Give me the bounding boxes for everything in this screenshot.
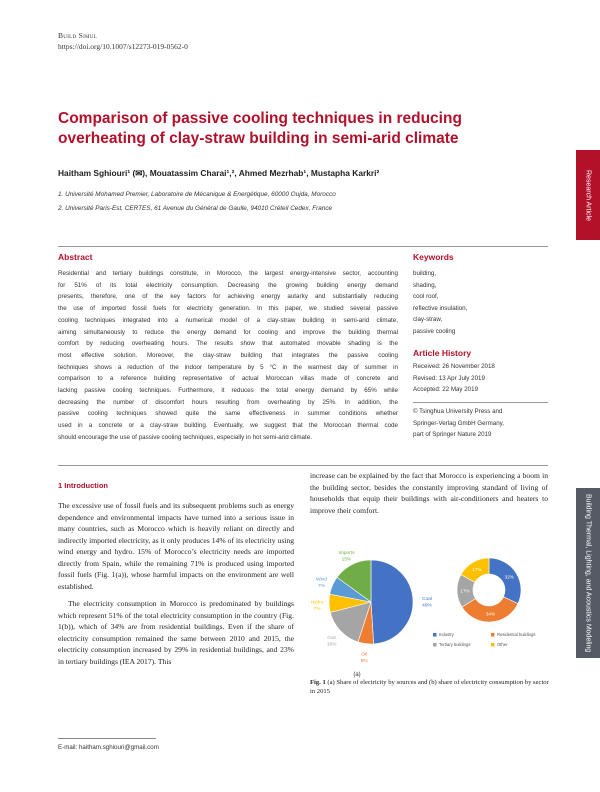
- copyright-line: part of Springer Nature 2019: [413, 431, 492, 439]
- legend-swatch: [433, 633, 437, 637]
- figure-caption-text: (a) Share of electricity by sources and (b) share of electricity consumption by sector in 2015: [310, 679, 549, 696]
- legend-label: Other: [497, 642, 508, 647]
- pie-data-label: 15%: [341, 557, 352, 563]
- legend-swatch: [433, 643, 437, 647]
- pie-data-label: Oil: [361, 652, 368, 658]
- abstract-line: comparison to a reference building representative of actual Moroccan villas made of concrete and: [58, 375, 398, 383]
- divider: [58, 465, 548, 466]
- figure-caption-label: Fig. 1: [310, 679, 326, 686]
- abstract-line: cooling techniques integrated into a numerical model of a clay-straw building in semi-arid climate,: [58, 316, 398, 324]
- keywords-list: [413, 268, 467, 338]
- affiliation-2: 2. Université Paris-Est, CERTES, 61 Avenue du Général de Gaulle, 94010 Créteil Cedex, France: [58, 205, 333, 212]
- pie-data-label: 16%: [326, 642, 337, 648]
- donut-data-label: 17%: [472, 566, 482, 572]
- abstract-text: [58, 268, 398, 444]
- pie-data-label: 7%: [317, 584, 325, 590]
- abstract-line: passive cooling techniques showed quite the same effectiveness in summer conditions whether: [58, 410, 398, 418]
- abstract-line: the use of imported fossil fuels for electricity generation. In this paper, we studied several passive: [58, 305, 398, 313]
- author-list: Haitham Sghiouri¹ (✉), Mouatassim Charai¹,², Ahmed Mezrhab¹, Mustapha Karkri²: [58, 168, 380, 178]
- keyword: building,: [413, 270, 437, 277]
- received-date: Received: 26 November 2018: [413, 363, 495, 370]
- journal-name: Build Simul: [58, 31, 98, 40]
- footnote-rule: [58, 738, 156, 739]
- donut-data-label: 32%: [504, 574, 514, 580]
- legend-swatch: [491, 643, 495, 647]
- corresponding-email: E-mail: haitham.sghiouri@gmail.com: [58, 744, 159, 751]
- pie-data-label: Hydro: [310, 600, 324, 606]
- divider: [58, 246, 548, 247]
- paper-title: Comparison of passive cooling techniques in reducing overheating of clay-straw building in semi-arid climate: [58, 110, 462, 147]
- legend-label: Industry: [439, 632, 454, 637]
- donut-slice: [489, 558, 521, 604]
- donut-chart-consumption-sector: [433, 558, 535, 647]
- pie-slice-coal: [371, 560, 413, 644]
- keywords-heading: Keywords: [413, 252, 454, 262]
- intro-paragraph: The excessive use of fossil fuels and its subsequent problems such as energy dependence and environmental impacts have turned into a serious issue in many countries, such as Morocco which is heavily reliant on directly and indirectly imported electricity, as it only produces 14% of its electricity using wind energy and hydro. 15% of Morocco’s electricity needs are imported directly from Spain, while the remaining 71% is produced using imported fossil fuels (Fig. 1(a)), whose harmful impacts on the environment are well established.: [58, 501, 294, 591]
- copyright-line: Springer-Verlag GmbH Germany,: [413, 419, 505, 427]
- revised-date: Revised: 13 Apr July 2019: [413, 374, 485, 382]
- donut-data-label: 34%: [485, 611, 496, 617]
- copyright-divider: [413, 402, 548, 403]
- intro-paragraph: increase can be explained by the fact that Morocco is experiencing a boom in the building sector, besides the constantly improving standard of living of households that equip their buildings with air-conditioners and heaters to improve their comfort.: [310, 471, 548, 515]
- accepted-date: Accepted: 22 May 2019: [413, 386, 479, 394]
- abstract-line: techniques shows a reduction of the indoor temperature by 5 °C in the warmest day of summer in: [58, 363, 398, 371]
- abstract-line: presents, therefore, one of the key factors for achieving energy autarky and substantially reducing: [58, 293, 398, 301]
- affiliation-1: 1. Université Mohamed Premier, Laboratoire de Mécanique & Energétique, 60000 Oujda, Morocco: [58, 191, 336, 198]
- legend-swatch: [491, 633, 495, 637]
- pie-data-label: Imports: [338, 550, 355, 556]
- donut-data-label: 17%: [460, 588, 470, 594]
- pie-data-label: 7%: [313, 607, 321, 613]
- pie-data-label: 6%: [360, 659, 368, 665]
- keyword: cool roof,: [413, 293, 439, 301]
- abstract-line: aiming simultaneously to reduce the energy demand for cooling and improve the building thermal: [58, 328, 398, 336]
- abstract-line: for 51% of its total electricity consumption. Decreasing the growing building energy demand: [58, 281, 398, 289]
- history-heading: Article History: [413, 348, 472, 358]
- pie-data-label: 49%: [422, 603, 432, 609]
- abstract-line: decreasing the number of discomfort hours resulting from overheating by 25%. In addition, the: [58, 398, 398, 406]
- abstract-line: most effective solution. Moreover, the clay-straw building that integrates the passive cooling: [58, 351, 398, 359]
- abstract-line: used in a concrete or a clay-straw building. Eventually, we suggest that the Moroccan thermal code: [58, 422, 398, 430]
- keyword: clay-straw,: [413, 316, 443, 324]
- pie-chart-electricity-sources: [311, 550, 433, 664]
- abstract-heading: Abstract: [58, 252, 93, 262]
- keyword: reflective insulation,: [413, 304, 468, 312]
- doi-link[interactable]: https://doi.org/10.1007/s12273-019-0562-0: [58, 42, 188, 51]
- figure-1: [305, 540, 555, 680]
- pie-data-label: Coal: [422, 597, 432, 603]
- pie-data-label: Wind: [315, 577, 327, 583]
- intro-heading: 1 Introduction: [58, 481, 108, 490]
- abstract-line: should encourage the use of passive cooling techniques, especially in hot semi-arid climate.: [58, 433, 312, 441]
- keyword: passive cooling: [413, 327, 456, 335]
- panel-a-label: (a): [353, 672, 361, 678]
- intro-right-column: [310, 470, 548, 516]
- copyright-block: [413, 406, 504, 441]
- side-tab-label: Research Article: [584, 169, 592, 221]
- journal-header: [58, 30, 188, 52]
- abstract-line: comfort by reducing overheating hours. The results show that automated movable shading is the: [58, 340, 398, 348]
- pie-data-label: Gas: [327, 635, 337, 641]
- legend-label: Residential buildings: [497, 632, 536, 637]
- keyword: shading,: [413, 281, 437, 289]
- intro-paragraph: The electricity consumption in Morocco is predominated by buildings which represent 51% of the total electricity consumption in the country (Fig. 1(b)), which of 34% are from residential buildings. Even if the share of electricity consumption remained the same between 2010 and 2015, the electricity consumption increased by 29% in residential buildings, and 23% in tertiary buildings (IEA 2017). This: [58, 599, 294, 666]
- intro-left-column: [58, 500, 294, 667]
- legend-label: Tertiary buildings: [439, 642, 471, 647]
- abstract-line: lacking passive cooling techniques. Furthermore, it reduces the total energy demand by 65% while: [58, 387, 398, 395]
- side-tab-topic: [576, 488, 600, 658]
- history-list: [413, 361, 495, 396]
- copyright-line: © Tsinghua University Press and: [413, 408, 503, 415]
- side-tab-topic-label: Building Thermal, Lighting, and Acoustics Modeling: [584, 493, 592, 653]
- side-tab-research-article: [576, 150, 600, 240]
- figure-caption: [310, 678, 550, 696]
- abstract-line: Residential and tertiary buildings constitute, in Morocco, the largest energy-intensive sector, accounting: [58, 270, 398, 277]
